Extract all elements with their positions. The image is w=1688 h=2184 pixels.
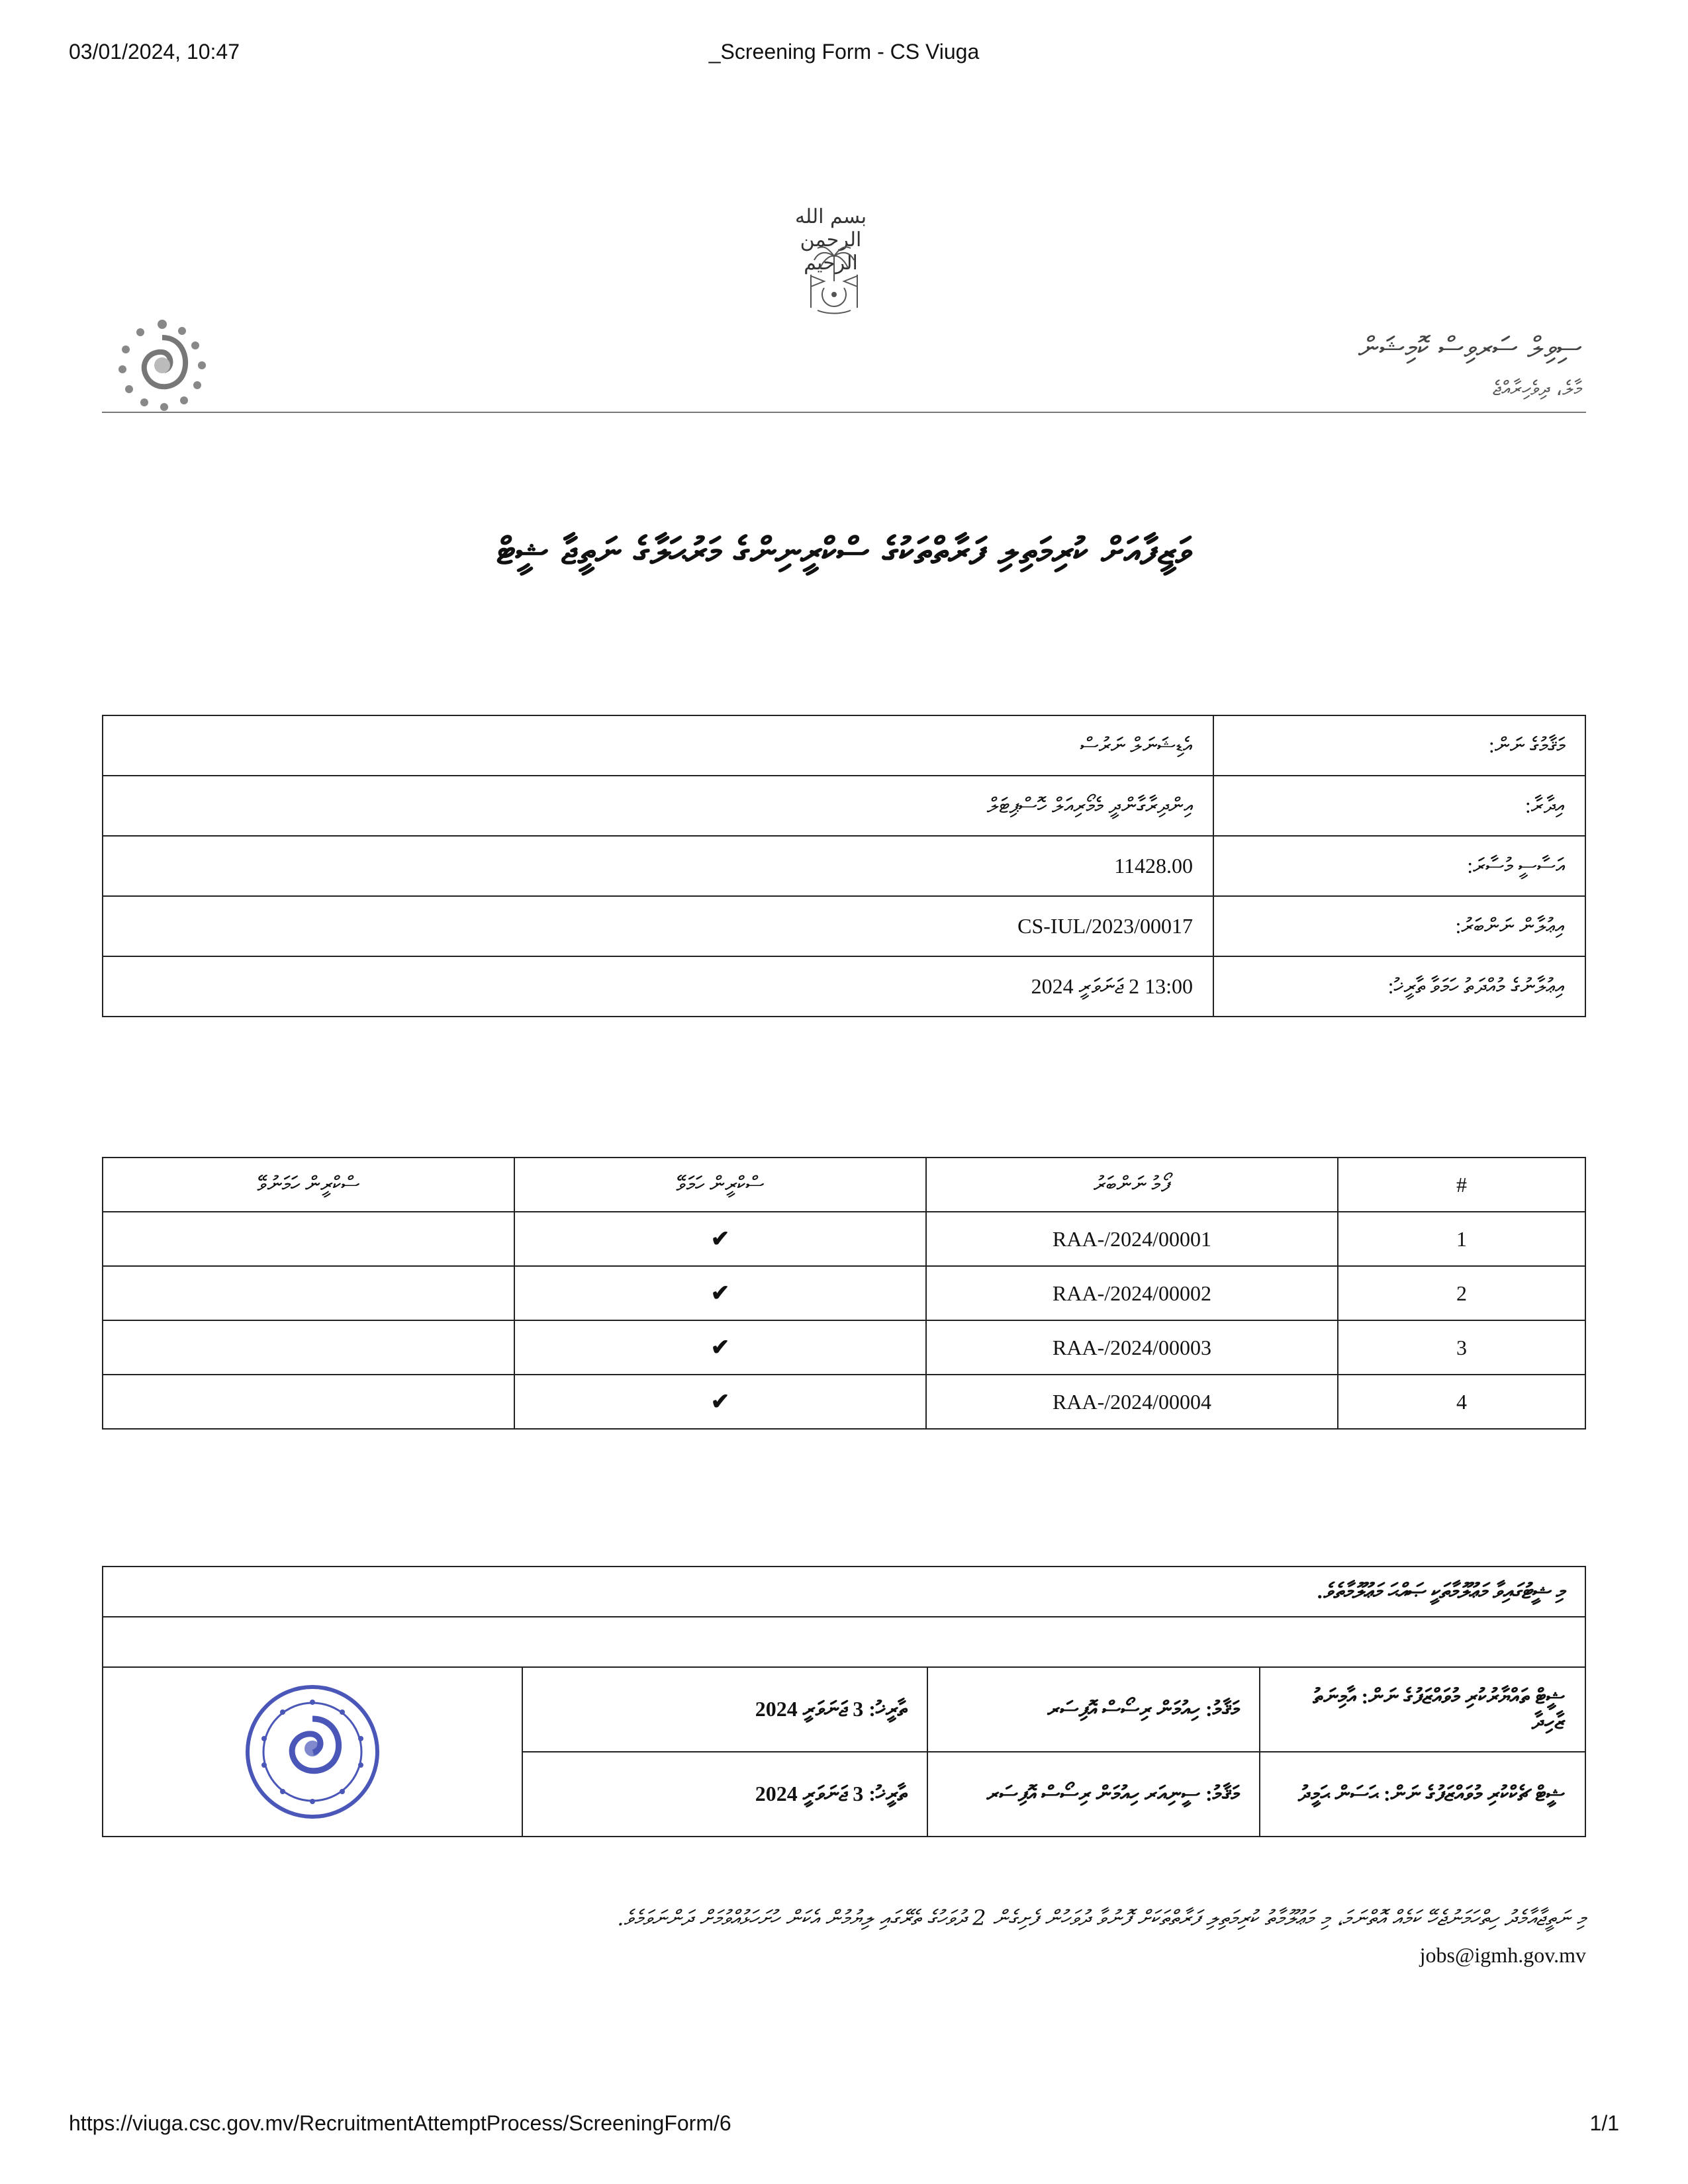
form-number-cell: RAA-/2024/00003 — [926, 1320, 1338, 1375]
office-label: އިދާރާ: — [1213, 776, 1585, 836]
announcement-number-value: CS-IUL/2023/00017 — [103, 896, 1213, 956]
header-form-number: ފޯމު ނަންބަރު — [926, 1158, 1338, 1212]
candidates-header-row — [103, 1158, 1585, 1212]
approval-blank-row — [103, 1617, 1585, 1667]
check-icon: ✔ — [710, 1227, 730, 1251]
check-icon: ✔ — [710, 1336, 730, 1360]
form-title: ވަޒީފާއަށް ކުރިމަތިލި ފަރާތްތަކުގެ ސްކްރީނިންގެ މަރުޙަލާގެ ނަތީޖާ ޝީޓް — [496, 529, 1192, 573]
approval-table — [102, 1566, 1586, 1837]
passed-cell — [514, 1375, 926, 1429]
form-number-cell: RAA-/2024/00004 — [926, 1375, 1338, 1429]
table-row — [103, 1320, 1585, 1375]
organization-location: މާލެ، ދިވެހިރާއްޖެ — [1492, 377, 1582, 400]
candidates-table — [102, 1157, 1586, 1430]
post-value: އެޑިޝަނަލް ނަރުސް — [103, 715, 1213, 776]
stamp-cell — [103, 1667, 522, 1837]
bismillah-calligraphy: بسم الله الرحمن الرحيم — [794, 205, 867, 275]
deadline-label: އިޢުލާނުގެ މުއްދަތު ހަމަވާ ތާރީޚު: — [1213, 956, 1585, 1017]
index-cell: 2 — [1338, 1266, 1585, 1320]
print-date: 03/01/2024, 10:47 — [69, 40, 240, 64]
prepared-by-row — [103, 1667, 1585, 1752]
table-row — [103, 1266, 1585, 1320]
not-passed-cell — [103, 1266, 514, 1320]
print-url: https://viuga.csc.gov.mv/RecruitmentAttemptProcess/ScreeningForm/6 — [69, 2111, 731, 2135]
national-emblem-icon — [798, 242, 870, 321]
print-title: _Screening Form - CS Viuga — [708, 40, 980, 64]
organization-name: ސިވިލް ސަރވިސް ކޮމިޝަން — [1358, 331, 1582, 365]
closing-text: މި ނަތީޖާއާމެދު ހިތްހަމަނުޖެހޭ ކަމެއް އޮތްނަމަ، މި މަޢުލޫމާތު ކުރިމަތިލި ފަރާތްތަކަށް ފޮނުވާ ދުވަހުން ފެށިގެން 2 ދުވަހުގެ ތެރޭގައި ލިޔުމުން އެކަން ހުށަހަޅުއްވުމަށް ދަންނަވަމެވެ. — [617, 1905, 1586, 1931]
contact-email: jobs@igmh.gov.mv — [1419, 1943, 1586, 1967]
blank-cell — [103, 1617, 1585, 1667]
passed-cell — [514, 1266, 926, 1320]
table-row — [103, 1375, 1585, 1429]
prepared-position: މަޤާމު: ހިއުމަން ރިސޯސް އޮފިސަރ — [927, 1667, 1260, 1752]
header-passed: ސްކްރީން ހަމަވޭ — [514, 1158, 926, 1212]
salary-label: އަސާސީ މުސާރަ: — [1213, 836, 1585, 896]
not-passed-cell — [103, 1212, 514, 1266]
passed-cell — [514, 1212, 926, 1266]
table-row — [103, 1212, 1585, 1266]
not-passed-cell — [103, 1375, 514, 1429]
form-number-cell: RAA-/2024/00001 — [926, 1212, 1338, 1266]
announcement-number-label: އިޢުލާން ނަންބަރު: — [1213, 896, 1585, 956]
prepared-date: ތާރީޚު: 3 ޖަނަވަރީ 2024 — [522, 1667, 927, 1752]
check-icon: ✔ — [710, 1390, 730, 1414]
page-number: 1/1 — [1589, 2111, 1619, 2135]
not-passed-cell — [103, 1320, 514, 1375]
approval-note: މި ޝީޓުގައިވާ މަޢުލޫމާތަކީ ޞައްޙަ މަޢުލޫމާތެވެ. — [103, 1567, 1585, 1617]
prepared-by: ޝީޓް ތައްޔާރުކުރި މުވައްޒަފުގެ ނަން: އާމިނަތު ޒާހިދާ — [1260, 1667, 1585, 1752]
index-cell: 4 — [1338, 1375, 1585, 1429]
approval-note-row — [103, 1567, 1585, 1617]
official-stamp-icon — [243, 1682, 382, 1821]
form-number-cell: RAA-/2024/00002 — [926, 1266, 1338, 1320]
job-info-table — [102, 715, 1586, 1017]
csc-logo-icon — [106, 311, 218, 420]
checked-by: ޝީޓް ޗެކްކުރި މުވައްޒަފުގެ ނަން: ޙަސަން ޙަމީދު — [1260, 1752, 1585, 1837]
salary-value: 11428.00 — [103, 836, 1213, 896]
check-icon: ✔ — [710, 1281, 730, 1306]
checked-position: މަޤާމު: ސީނިއަރ ހިއުމަން ރިސޯސް އޮފިސަރ — [927, 1752, 1260, 1837]
post-label: މަޤާމުގެ ނަން: — [1213, 715, 1585, 776]
checked-date: ތާރީޚު: 3 ޖަނަވަރީ 2024 — [522, 1752, 927, 1837]
letterhead-divider — [102, 412, 1586, 413]
print-footer — [69, 2111, 1619, 2138]
header-index: # — [1338, 1158, 1585, 1212]
index-cell: 1 — [1338, 1212, 1585, 1266]
info-row-deadline — [103, 956, 1585, 1017]
info-row-post — [103, 715, 1585, 776]
office-value: އިންދިރާގާންދީ މެމޯރިއަލް ހޮސްޕިޓަލް — [103, 776, 1213, 836]
header-not-passed: ސްކްރީން ހަމަނުވޭ — [103, 1158, 514, 1212]
index-cell: 3 — [1338, 1320, 1585, 1375]
info-row-salary — [103, 836, 1585, 896]
passed-cell — [514, 1320, 926, 1375]
print-header — [69, 40, 1619, 66]
info-row-announcement — [103, 896, 1585, 956]
info-row-office — [103, 776, 1585, 836]
deadline-value: 13:00 2 ޖަނަވަރީ 2024 — [103, 956, 1213, 1017]
closing-note — [102, 1899, 1586, 1974]
